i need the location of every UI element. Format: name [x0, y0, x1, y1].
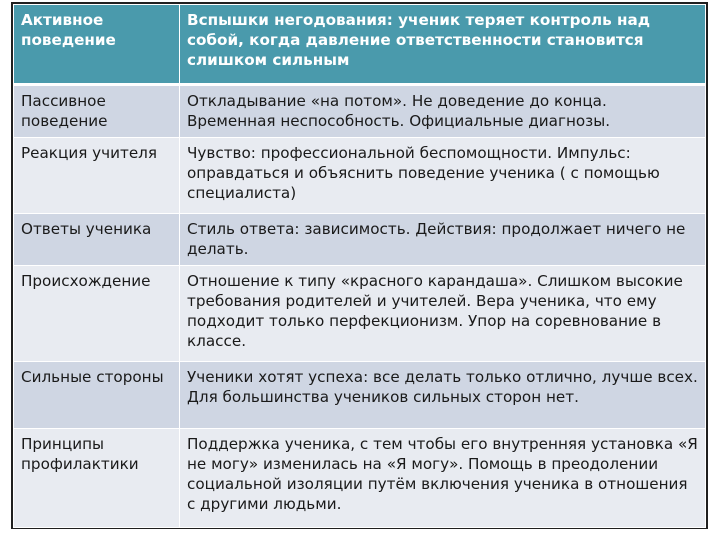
- row-label: Принципы профилактики: [14, 429, 180, 528]
- behavior-table: [13, 4, 706, 528]
- row-content: Ученики хотят успеха: все делать только отлично, лучше всех. Для большинства учеников сильных сторон нет.: [180, 362, 706, 429]
- table-row-strengths: [14, 362, 706, 429]
- row-label: Сильные стороны: [14, 362, 180, 429]
- row-label: Активное поведение: [14, 5, 180, 85]
- row-label: Ответы ученика: [14, 214, 180, 266]
- row-content: Чувство: профессиональной беспомощности. Импульс: оправдаться и объяснить поведение ученика ( с помощью специалиста): [180, 138, 706, 214]
- table-row-passive-behavior: [14, 85, 706, 138]
- row-content: Стиль ответа: зависимость. Действия: продолжает ничего не делать.: [180, 214, 706, 266]
- row-content: Вспышки негодования: ученик теряет контроль над собой, когда давление ответственности становится слишком сильным: [180, 5, 706, 85]
- row-content: Поддержка ученика, с тем чтобы его внутренняя установка «Я не могу» изменилась на «Я могу». Помощь в преодолении социальной изоляции путём включения ученика в отношения с другими людьми.: [180, 429, 706, 528]
- row-label: Происхождение: [14, 266, 180, 362]
- table-row-origin: [14, 266, 706, 362]
- row-content: Откладывание «на потом». Не доведение до конца. Временная неспособность. Официальные диагнозы.: [180, 85, 706, 138]
- row-content: Отношение к типу «красного карандаша». Слишком высокие требования родителей и учителей. Вера ученика, что ему подходит только перфекционизм. Упор на соревнование в классе.: [180, 266, 706, 362]
- row-label: Пассивное поведение: [14, 85, 180, 138]
- table-row-teacher-reaction: [14, 138, 706, 214]
- table-row-active-behavior: [14, 5, 706, 85]
- row-label: Реакция учителя: [14, 138, 180, 214]
- table-row-student-responses: [14, 214, 706, 266]
- table-row-prevention-principles: [14, 429, 706, 528]
